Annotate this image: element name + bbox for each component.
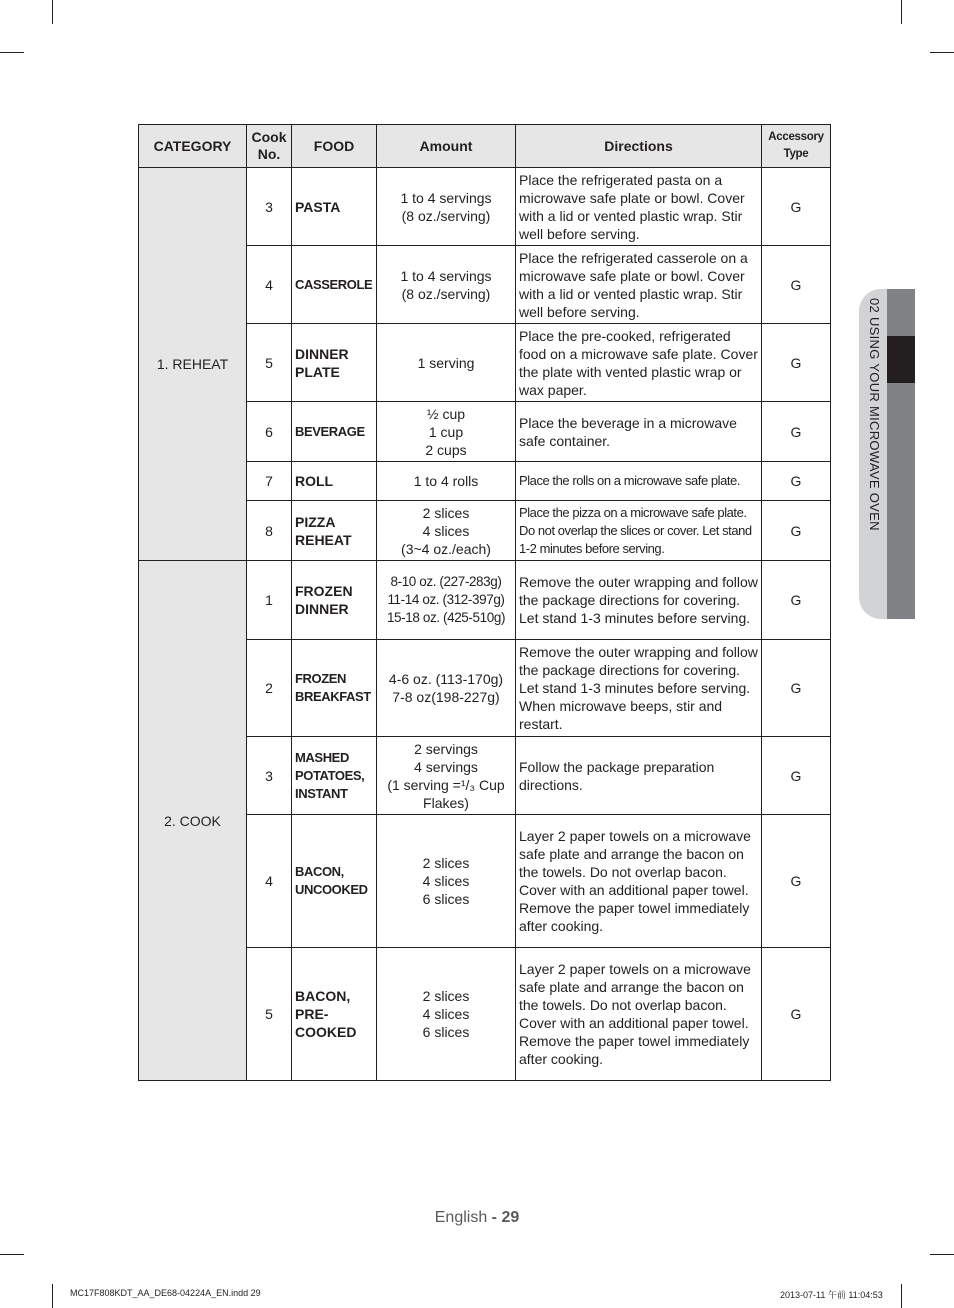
amount: 1 to 4 rolls bbox=[377, 462, 516, 501]
amount: 1 serving bbox=[377, 324, 516, 402]
crop-mark bbox=[930, 1254, 954, 1255]
amount: 1 to 4 servings (8 oz./serving) bbox=[377, 168, 516, 246]
directions: Follow the package preparation directions. bbox=[516, 737, 762, 815]
accessory-type: G bbox=[762, 815, 831, 948]
accessory-type: G bbox=[762, 246, 831, 324]
amount: 2 slices 4 slices 6 slices bbox=[377, 948, 516, 1081]
header-food: FOOD bbox=[292, 125, 377, 168]
cook-no: 7 bbox=[247, 462, 292, 501]
header-accessory-type: Accessory Type bbox=[762, 125, 831, 168]
directions: Place the pre-cooked, refrigerated food on a microwave safe plate. Cover the plate with vented plastic wrap or wax paper. bbox=[516, 324, 762, 402]
food-name: BEVERAGE bbox=[292, 402, 377, 462]
cook-no: 3 bbox=[247, 737, 292, 815]
crop-mark bbox=[901, 1284, 902, 1308]
accessory-type: G bbox=[762, 737, 831, 815]
page-separator: - bbox=[487, 1209, 502, 1226]
page-number-value: 29 bbox=[501, 1209, 520, 1226]
footer-timestamp: 2013-07-11 午前 11:04:53 bbox=[780, 1290, 883, 1300]
food-name: PASTA bbox=[292, 168, 377, 246]
footer-file-name: MC17F808KDT_AA_DE68-04224A_EN.indd 29 bbox=[70, 1288, 261, 1298]
food-name: BACON, UNCOOKED bbox=[292, 815, 377, 948]
table-row bbox=[139, 561, 831, 640]
cook-no: 1 bbox=[247, 561, 292, 640]
food-name: DINNER PLATE bbox=[292, 324, 377, 402]
crop-mark bbox=[52, 0, 53, 24]
crop-mark bbox=[930, 52, 954, 53]
header-cook-no: Cook No. bbox=[247, 125, 292, 168]
page-number bbox=[0, 1209, 954, 1227]
food-name: BACON, PRE-COOKED bbox=[292, 948, 377, 1081]
directions: Remove the outer wrapping and follow the package directions for covering. Let stand 1-3 minutes before serving. When microwave beeps, stir and restart. bbox=[516, 640, 762, 737]
directions: Layer 2 paper towels on a microwave safe plate and arrange the bacon on the towels. Do not overlap bacon. Cover with an additional paper towel. Remove the paper towel immediately after cooking. bbox=[516, 815, 762, 948]
table-row bbox=[139, 168, 831, 246]
food-name: FROZEN DINNER bbox=[292, 561, 377, 640]
amount: 2 slices 4 slices 6 slices bbox=[377, 815, 516, 948]
food-name: FROZEN BREAKFAST bbox=[292, 640, 377, 737]
accessory-type: G bbox=[762, 501, 831, 561]
directions: Remove the outer wrapping and follow the package directions for covering. Let stand 1-3 minutes before serving. bbox=[516, 561, 762, 640]
food-name: PIZZA REHEAT bbox=[292, 501, 377, 561]
page-language: English bbox=[434, 1209, 488, 1226]
cook-no: 4 bbox=[247, 246, 292, 324]
accessory-type: G bbox=[762, 640, 831, 737]
directions: Place the pizza on a microwave safe plate. Do not overlap the slices or cover. Let stand 1-2 minutes before serving. bbox=[516, 501, 762, 561]
food-name: MASHED POTATOES, INSTANT bbox=[292, 737, 377, 815]
crop-mark bbox=[901, 0, 902, 24]
directions: Place the refrigerated casserole on a microwave safe plate or bowl. Cover with a lid or vented plastic wrap. Stir well before serving. bbox=[516, 246, 762, 324]
cook-no: 4 bbox=[247, 815, 292, 948]
chapter-tab-label: 02 USING YOUR MICROWAVE OVEN bbox=[867, 298, 882, 531]
cooking-guide-table bbox=[138, 124, 831, 1081]
cook-no: 6 bbox=[247, 402, 292, 462]
accessory-type: G bbox=[762, 948, 831, 1081]
crop-mark bbox=[52, 1284, 53, 1308]
table-header-row bbox=[139, 125, 831, 168]
accessory-type: G bbox=[762, 402, 831, 462]
cook-no: 3 bbox=[247, 168, 292, 246]
accessory-type: G bbox=[762, 462, 831, 501]
directions: Place the refrigerated pasta on a microwave safe plate or bowl. Cover with a lid or vented plastic wrap. Stir well before serving. bbox=[516, 168, 762, 246]
cook-no: 2 bbox=[247, 640, 292, 737]
chapter-tab-marker bbox=[887, 336, 915, 383]
amount: 2 servings 4 servings (1 serving =¹/₃ Cup Flakes) bbox=[377, 737, 516, 815]
amount: 1 to 4 servings (8 oz./serving) bbox=[377, 246, 516, 324]
crop-mark bbox=[0, 1254, 24, 1255]
amount: ½ cup 1 cup 2 cups bbox=[377, 402, 516, 462]
header-directions: Directions bbox=[516, 125, 762, 168]
amount: 4-6 oz. (113-170g) 7-8 oz(198-227g) bbox=[377, 640, 516, 737]
header-category: CATEGORY bbox=[139, 125, 247, 168]
header-amount: Amount bbox=[377, 125, 516, 168]
crop-mark bbox=[0, 52, 24, 53]
category-reheat: 1. REHEAT bbox=[139, 168, 247, 561]
accessory-type: G bbox=[762, 168, 831, 246]
accessory-type: G bbox=[762, 561, 831, 640]
accessory-type: G bbox=[762, 324, 831, 402]
cook-no: 5 bbox=[247, 324, 292, 402]
cook-no: 8 bbox=[247, 501, 292, 561]
category-cook: 2. COOK bbox=[139, 561, 247, 1081]
food-name: ROLL bbox=[292, 462, 377, 501]
amount: 8-10 oz. (227-283g) 11-14 oz. (312-397g) 15-18 oz. (425-510g) bbox=[377, 561, 516, 640]
directions: Layer 2 paper towels on a microwave safe plate and arrange the bacon on the towels. Do not overlap bacon. Cover with an additional paper towel. Remove the paper towel immediately after cooking. bbox=[516, 948, 762, 1081]
amount: 2 slices 4 slices (3~4 oz./each) bbox=[377, 501, 516, 561]
food-name: CASSEROLE bbox=[292, 246, 377, 324]
directions: Place the beverage in a microwave safe container. bbox=[516, 402, 762, 462]
directions: Place the rolls on a microwave safe plate. bbox=[516, 462, 762, 501]
cook-no: 5 bbox=[247, 948, 292, 1081]
